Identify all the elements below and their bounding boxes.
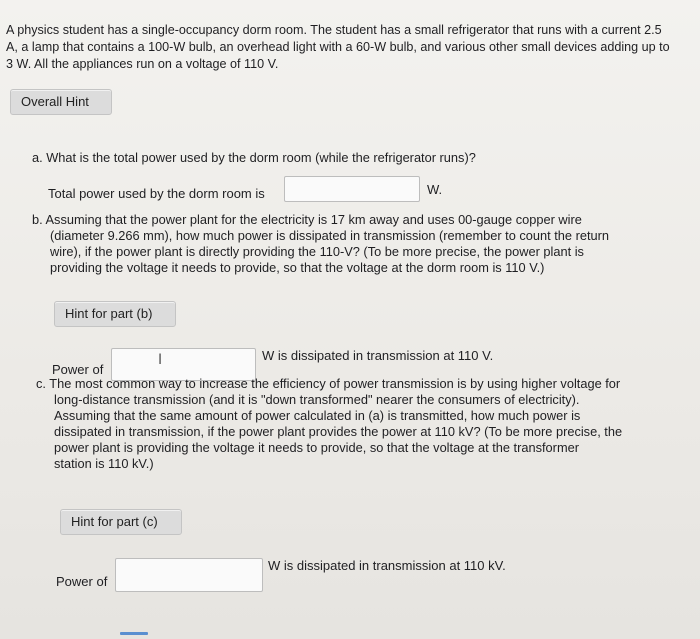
part-a-answer-input[interactable] xyxy=(284,176,420,202)
part-a-prompt: Total power used by the dorm room is xyxy=(48,186,265,201)
part-c-line-1: c. The most common way to increase the efficiency of power transmission is by using higher voltage for xyxy=(36,376,621,391)
part-c-line-3: Assuming that the same amount of power calculated in (a) is transmitted, how much power is xyxy=(54,408,581,423)
focus-indicator xyxy=(120,632,148,635)
part-b-prompt: Power of xyxy=(52,362,104,377)
overall-hint-button[interactable]: Overall Hint xyxy=(10,89,112,115)
part-b-line-4: providing the voltage it needs to provide, so that the voltage at the dorm room is 110 V.) xyxy=(50,260,545,275)
part-b-line-2: (diameter 9.266 mm), how much power is dissipated in transmission (remember to count the return xyxy=(50,228,610,243)
problem-intro: A physics student has a single-occupancy dorm room. The student has a small refrigerator that runs with a current 2.5 A, a lamp that contains a 100-W bulb, an overhead light with a 60-W bulb, and various other small devices adding up to 3 W. All the appliances run on a voltage of 110 V. xyxy=(6,23,670,71)
part-b-line-1: b. Assuming that the power plant for the electricity is 17 km away and uses 00-gauge copper wire xyxy=(32,212,582,227)
part-c-line-6: station is 110 kV.) xyxy=(54,456,154,471)
part-a-question: a. What is the total power used by the dorm room (while the refrigerator runs)? xyxy=(32,150,476,165)
part-b-line-3: wire), if the power plant is directly providing the 110-V? (To be more precise, the power plant is xyxy=(50,244,584,259)
part-c-answer-input[interactable] xyxy=(115,558,263,592)
hint-part-b-button[interactable]: Hint for part (b) xyxy=(54,301,176,327)
part-b-suffix: W is dissipated in transmission at 110 V. xyxy=(262,348,494,363)
hint-part-c-button[interactable]: Hint for part (c) xyxy=(60,509,182,535)
part-a-unit: W. xyxy=(427,182,443,197)
part-c-prompt: Power of xyxy=(56,574,108,589)
part-b-question xyxy=(32,212,682,276)
text-cursor-icon: I xyxy=(158,352,163,368)
part-c-line-4: dissipated in transmission, if the power plant provides the power at 110 kV? (To be more precise, the xyxy=(54,424,623,439)
part-c-line-5: power plant is providing the voltage it needs to provide, so that the voltage at the transformer xyxy=(54,440,579,455)
part-c-line-2: long-distance transmission (and it is "down transformed" nearer the consumers of electricity). xyxy=(54,392,580,407)
part-c-suffix: W is dissipated in transmission at 110 kV. xyxy=(268,558,506,573)
part-c-question xyxy=(36,376,686,472)
